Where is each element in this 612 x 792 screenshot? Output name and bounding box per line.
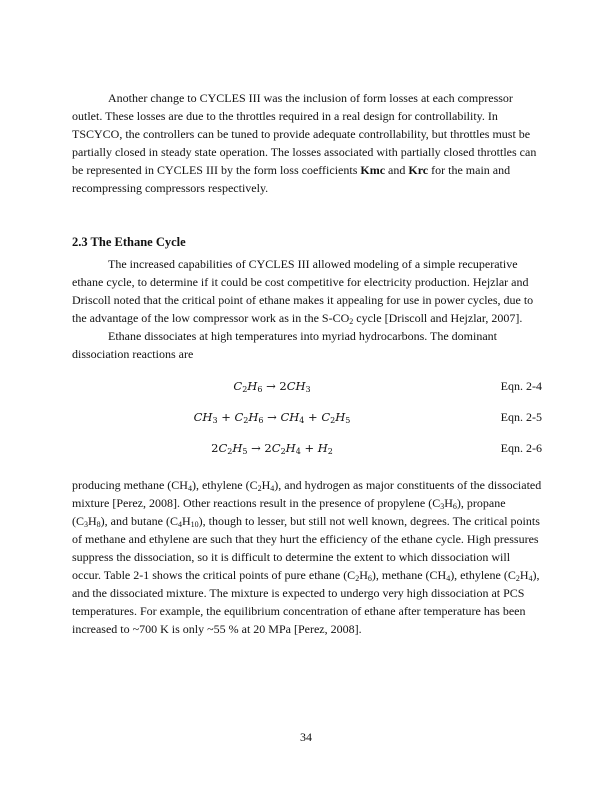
equation-2-6 [72,439,542,470]
equation-2-4 [72,377,542,408]
text: The increased capabilities of CYCLES III allowed modeling of a simple recuperative ethane cycle, to determine if it could be cost competitive for electricity production. Hejzlar and Driscoll noted that the critical point of ethane makes it appealing for use in power cycles, due to the advantage of the low compressor work as in the S-CO [72,257,534,325]
text: ), and butane (C [100,514,178,528]
equation-2-5 [72,408,542,439]
paragraph-dissociation-products: producing methane $(CH_4)$, ethylene $(C_2H_4)$, and hydrogen as major constituents of the dissociated mixture [Perez, 2008]. Other reactions result in the presence of propylene $(C_3H_6)$, propane $(C_3H_8)$, and butane $(C_4H_{10})$, though to lesser, but still not well known, degrees. The critical points of methane and ethylene are such that they hurt the efficiency of the ethane cycle. High pressures suppress the dissociation, so it is difficult to determine the extent to which dissociation will occur. Table 2-1 shows the critical points of pure ethane $(C_2H_6)$, methane $(CH_4)$, ethylene $(C_2H_4)$, and the dissociated mixture. The mixture is expected to undergo very high dissociation at PCS temperatures. For example, the equilibrium concentration of ethane after temperature has been increased to ~700 K is only ~55 % at 20 MPa [Perez, 2008]. [72,478,542,636]
text: H [359,568,368,582]
paragraph-form-losses [72,89,542,197]
equation-label: Eqn. 2-4 [500,379,542,393]
equation-label: Eqn. 2-5 [500,410,542,424]
equation-block [72,377,542,470]
text: ), ethylene (C [450,568,516,582]
text: ), ethylene (C [191,478,258,492]
text: H [519,568,529,582]
text: H [88,514,97,528]
text: for the main and recompressing compressors respectively. [72,163,511,195]
page-body [72,89,542,638]
equation-label: Eqn. 2-6 [500,441,542,455]
section-heading: 2.3 The Ethane Cycle [72,235,186,249]
text: ), and the dissociated mixture. The mixture is expected to undergo very high dissociation at PCS temperatures. For example, the equilibrium concentration of ethane after temperature has been increased to ~700 K is only ~55 % at 20 MPa [Perez, 2008]. [72,568,540,636]
text: H [181,514,191,528]
paragraph-dissociation: Ethane dissociates at high temperatures into myriad hydrocarbons. The dominant dissociation reactions are [72,329,498,361]
equation-formula: $C_2H_6 \to 2CH_3$ [233,379,311,394]
text: ), though to lesser, but still not well known, degrees. The critical points of methane and ethylene are such that they hurt the efficiency of the ethane cycle. High pressures suppress the dissociation, so it is difficult to determine the extent to which dissociation will occur. Table 2-1 shows the critical points of pure ethane (C [72,514,540,582]
text: ), methane (CH [371,568,447,582]
text: cycle [Driscoll and Hejzlar, 2007]. [353,311,523,325]
subscript: 2 [349,317,354,326]
term-krc: Krc [408,163,429,177]
term-kmc: Kmc [360,163,386,177]
paragraph-ethane-intro [72,255,542,327]
text: H [261,478,271,492]
text: producing methane (CH [72,478,188,492]
text: Another change to CYCLES III was the inclusion of form losses at each compressor outlet. These losses are due to the throttles required in a real design for controllability. In TSCYCO, the controllers can be tuned to provide adequate controllability, but throttles must be partially closed in steady state operation. The losses associated with partially closed throttles can be represented in CYCLES III by the form loss coefficients [72,91,537,177]
text: ), propane (C [72,496,506,528]
equation-formula: $CH_3 + C_2H_6 \to CH_4 + C_2H_5$ [193,410,351,425]
text: ), and hydrogen as major constituents of the dissociated mixture [Perez, 2008]. Other reactions result in the presence of propylene (C [72,478,542,510]
equation-formula: $2C_2H_5 \to 2C_2H_4 + H_2$ [211,441,333,456]
text: H [444,496,453,510]
text: and [385,163,409,177]
page-number: 34 [300,730,312,744]
